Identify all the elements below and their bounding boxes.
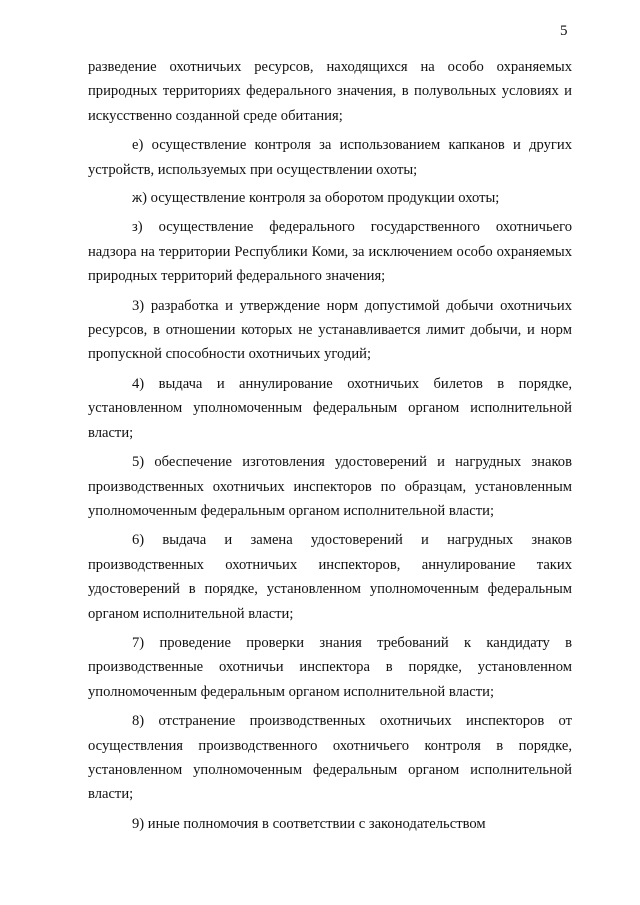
- paragraph-item-6: 6) выдача и замена удостоверений и нагрудных знаков производственных охотничьих инспекторов, аннулирование таких удостоверений в порядке, установленном уполномоченным федеральным органом исполнительной власти;: [88, 532, 572, 622]
- paragraph-item-5: 5) обеспечение изготовления удостоверений и нагрудных знаков производственных охотничьих инспекторов по образцам, установленным уполномоченным федеральным органом исполнительной власти;: [88, 454, 572, 519]
- paragraph-item-zh: ж) осуществление контроля за оборотом продукции охоты;: [132, 190, 500, 207]
- paragraph-item-3: 3) разработка и утверждение норм допустимой добычи охотничьих ресурсов, в отношении которых не устанавливается лимит добычи, и норм пропускной способности охотничьих угодий;: [88, 297, 572, 363]
- paragraph-item-z: з) осуществление федерального государственного охотничьего надзора на территории Республики Коми, за исключением особо охраняемых природных территорий федерального значения;: [88, 219, 572, 285]
- page-number: 5: [560, 23, 568, 39]
- paragraph-item-4: 4) выдача и аннулирование охотничьих билетов в порядке, установленном уполномоченным федеральным органом исполнительной власти;: [88, 375, 572, 441]
- paragraph-item-9: 9) иные полномочия в соответствии с законодательством: [132, 815, 486, 832]
- document-body: [88, 55, 572, 836]
- paragraph-continuation: разведение охотничьих ресурсов, находящихся на особо охраняемых природных территориях федерального значения, в полувольных условиях и искусственно созданной среде обитания;: [88, 59, 572, 124]
- paragraph-item-7: 7) проведение проверки знания требований к кандидату в производственные охотничьи инспектора в порядке, установленном уполномоченным федеральным органом исполнительной власти;: [88, 634, 572, 700]
- paragraph-item-8: 8) отстранение производственных охотничьих инспекторов от осуществления производственного охотничьего контроля в порядке, установленном уполномоченным федеральным органом исполнительной власти;: [88, 713, 572, 803]
- paragraph-item-e: е) осуществление контроля за использованием капканов и других устройств, используемых при осуществлении охоты;: [88, 137, 572, 178]
